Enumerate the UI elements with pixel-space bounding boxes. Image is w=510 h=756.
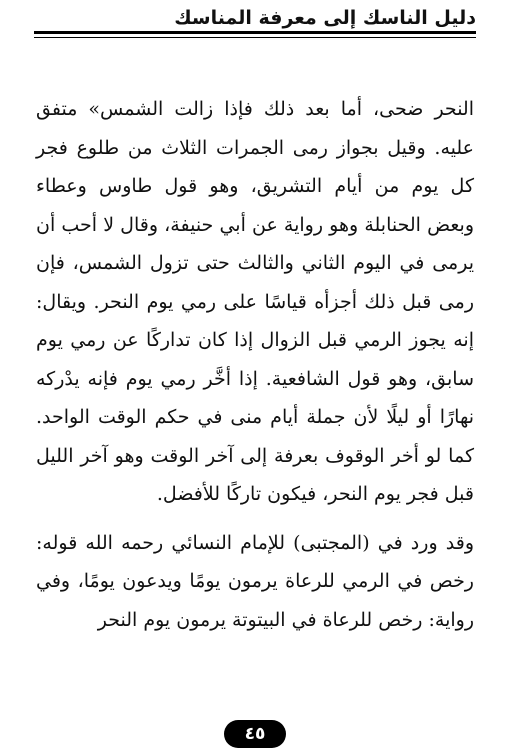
header-rule-thin <box>34 37 476 38</box>
paragraph-2: وقد ورد في (المجتبى) للإمام النسائي رحمه الله قوله: رخص في الرمي للرعاة يرمون يومًا ويدعون يومًا، وفي رواية: رخص للرعاة في البيتوتة يرمون يوم النحر <box>36 531 474 631</box>
paragraph-1: النحر ضحى، أما بعد ذلك فإذا زالت الشمس» متفق عليه. وقيل بجواز رمى الجمرات الثلاث من طلوع فجر كل يوم من أيام التشريق، وهو قول طاوس وعطاء وبعض الحنابلة وهو رواية عن أبي حنيفة، وقال لا أحب أن يرمى في اليوم الثاني والثالث حتى تزول الشمس، فإن رمى قبل ذلك أجزأه قياسًا على رمي يوم النحر. ويقال: إنه يجوز الرمي قبل الزوال إذا كان تداركًا عن رمي يوم سابق، وهو قول الشافعية. إذا أخَّر رمي يوم فإنه يدْركه نهارًا أو ليلًا لأن جملة أيام منى في حكم الوقت الواحد. كما لو أخر الوقوف بعرفة إلى آخر الوقت وهو آخر الليل قبل فجر يوم النحر، فيكون تاركًا للأفضل. <box>36 98 474 505</box>
page-number: ٤٥ <box>224 720 286 748</box>
header-rule-thick <box>34 31 476 34</box>
book-title: دليل الناسك إلى معرفة المناسك <box>174 7 476 29</box>
body-text <box>36 90 474 639</box>
